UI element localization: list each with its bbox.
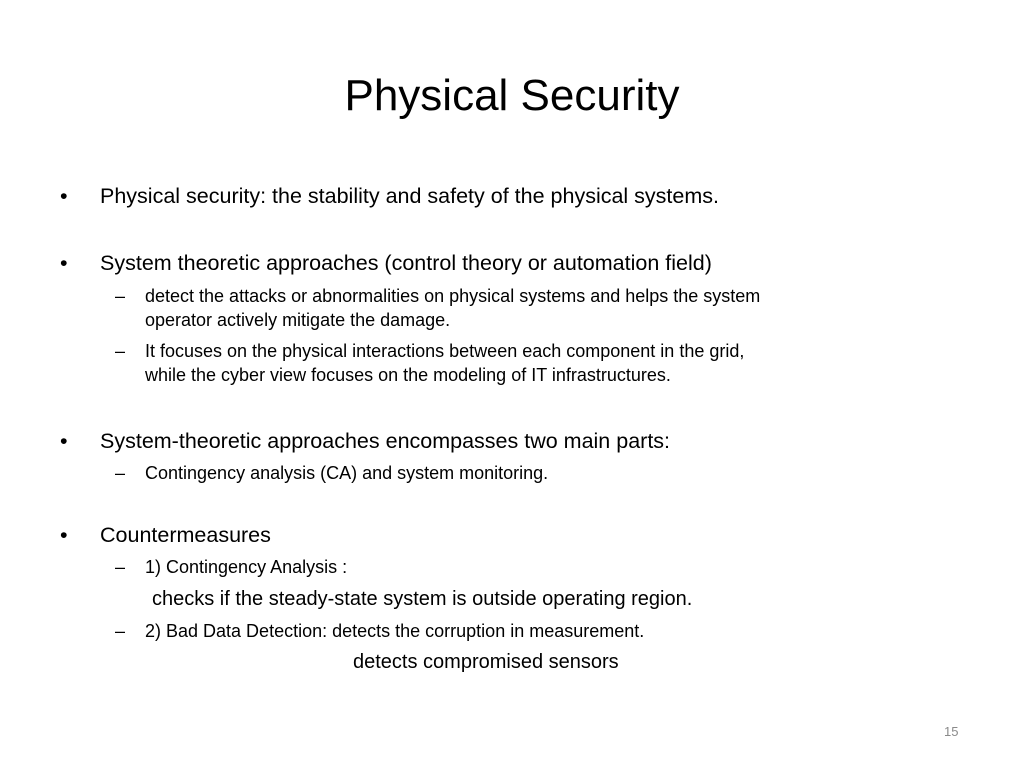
sub-bullet-continuation: checks if the steady-state system is outside operating region. <box>152 588 693 610</box>
sub-bullet-text: 2) Bad Data Detection: detects the corruption in measurement. <box>145 621 645 641</box>
dash-icon: – <box>115 557 126 577</box>
bullet-icon: • <box>60 429 68 453</box>
bullet-text: Physical security: the stability and safety of the physical systems. <box>100 184 719 208</box>
sub-bullet-continuation: detects compromised sensors <box>353 651 619 673</box>
bullet-text: System-theoretic approaches encompasses two main parts: <box>100 429 671 453</box>
bullet-text: Countermeasures <box>100 523 271 547</box>
sub-bullet-text: while the cyber view focuses on the modeling of IT infrastructures. <box>145 365 671 385</box>
slide-title: Physical Security <box>344 71 680 120</box>
dash-icon: – <box>115 286 126 306</box>
page-number: 15 <box>944 724 959 739</box>
bullet-text: System theoretic approaches (control theory or automation field) <box>100 251 712 275</box>
bullet-icon: • <box>60 184 68 208</box>
sub-bullet-text: 1) Contingency Analysis : <box>145 557 348 577</box>
dash-icon: – <box>115 341 126 361</box>
bullet-icon: • <box>60 523 68 547</box>
dash-icon: – <box>115 621 126 641</box>
sub-bullet-text: It focuses on the physical interactions between each component in the grid, <box>145 341 745 361</box>
sub-bullet-text: detect the attacks or abnormalities on physical systems and helps the system <box>145 286 761 306</box>
dash-icon: – <box>115 463 126 483</box>
sub-bullet-text: operator actively mitigate the damage. <box>145 310 451 330</box>
sub-bullet-text: Contingency analysis (CA) and system monitoring. <box>145 463 549 483</box>
bullet-icon: • <box>60 251 68 275</box>
